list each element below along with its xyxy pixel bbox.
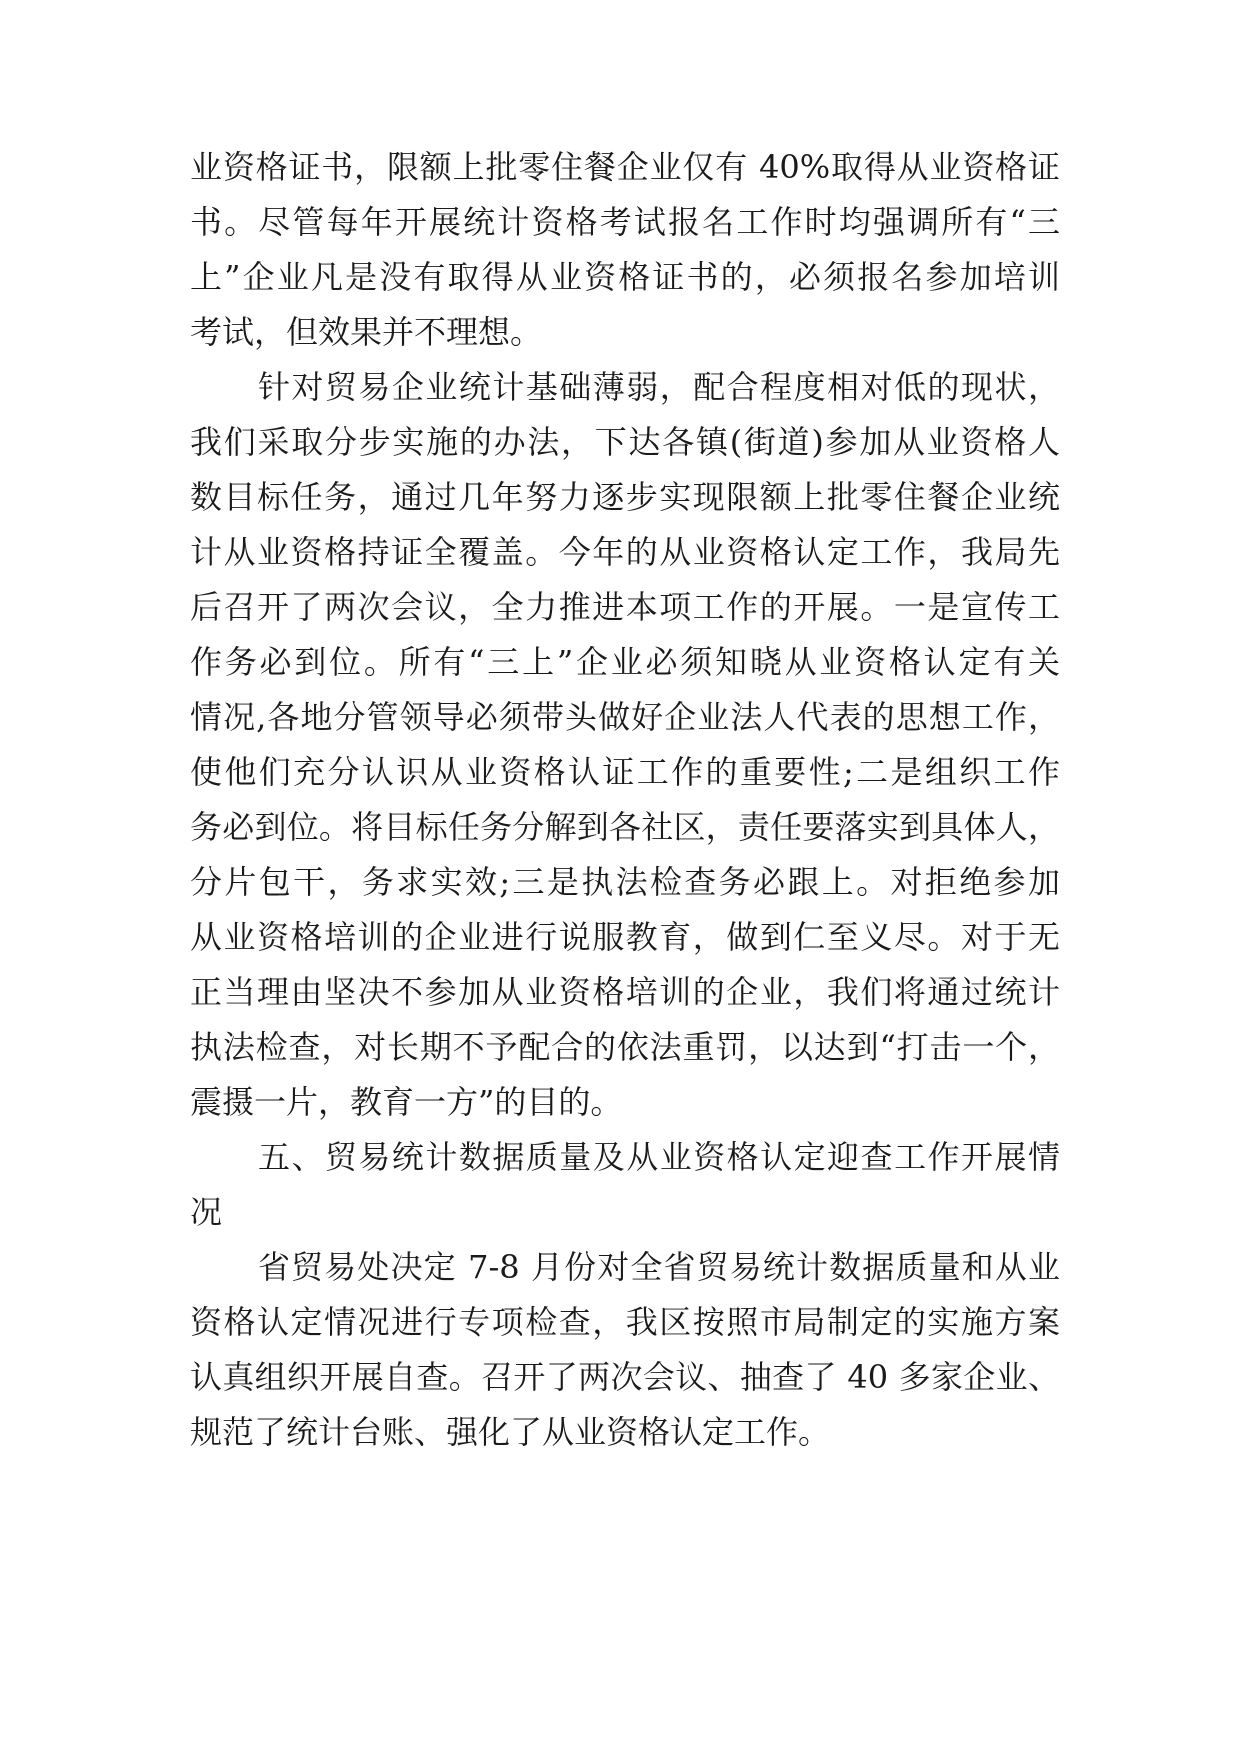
heading-line: 五、贸易统计数据质量及从业资格认定迎查工作开展情 xyxy=(258,1138,1060,1176)
text-line: 上”企业凡是没有取得从业资格证书的，必须报名参加培训 xyxy=(190,258,1060,296)
text-line: 从业资格培训的企业进行说服教育，做到仁至义尽。对于无 xyxy=(190,918,1060,956)
text-line: 书。尽管每年开展统计资格考试报名工作时均强调所有“三 xyxy=(190,203,1060,241)
heading-line: 况 xyxy=(190,1193,223,1231)
text-line: 针对贸易企业统计基础薄弱，配合程度相对低的现状， xyxy=(258,368,1060,406)
text-line: 规范了统计台账、强化了从业资格认定工作。 xyxy=(190,1413,831,1451)
text-line: 数目标任务，通过几年努力逐步实现限额上批零住餐企业统 xyxy=(190,478,1060,516)
text-line: 我们采取分步实施的办法，下达各镇(街道)参加从业资格人 xyxy=(190,423,1060,461)
text-line: 情况,各地分管领导必须带头做好企业法人代表的思想工作， xyxy=(190,698,1060,736)
text-line: 业资格证书，限额上批零住餐企业仅有 40%取得从业资格证 xyxy=(190,148,1060,186)
text-line: 考试，但效果并不理想。 xyxy=(190,313,543,351)
text-line: 认真组织开展自查。召开了两次会议、抽查了 40 多家企业、 xyxy=(190,1358,1060,1396)
text-line: 正当理由坚决不参加从业资格培训的企业，我们将通过统计 xyxy=(190,973,1060,1011)
text-line: 作务必到位。所有“三上”企业必须知晓从业资格认定有关 xyxy=(190,643,1060,681)
text-line: 后召开了两次会议，全力推进本项工作的开展。一是宣传工 xyxy=(190,588,1060,626)
text-line: 务必到位。将目标任务分解到各社区，责任要落实到具体人， xyxy=(190,808,1060,846)
text-line: 震摄一片，教育一方”的目的。 xyxy=(190,1083,623,1121)
text-line: 省贸易处决定 7-8 月份对全省贸易统计数据质量和从业 xyxy=(258,1248,1060,1286)
text-line: 使他们充分认识从业资格认证工作的重要性;二是组织工作 xyxy=(190,753,1060,791)
text-line: 分片包干，务求实效;三是执法检查务必跟上。对拒绝参加 xyxy=(190,863,1060,901)
text-line: 执法检查，对长期不予配合的依法重罚，以达到“打击一个， xyxy=(190,1028,1060,1066)
text-line: 资格认定情况进行专项检查，我区按照市局制定的实施方案 xyxy=(190,1303,1060,1341)
text-line: 计从业资格持证全覆盖。今年的从业资格认定工作，我局先 xyxy=(190,533,1060,571)
